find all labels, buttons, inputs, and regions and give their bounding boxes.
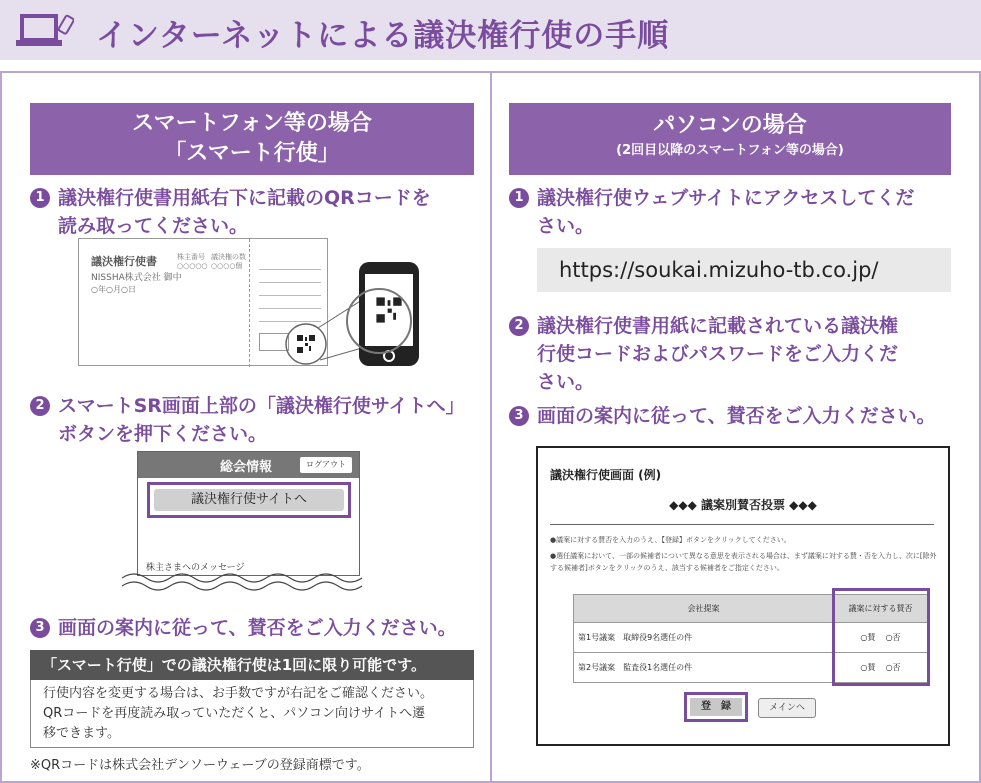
step-text: さい。: [537, 371, 595, 393]
wave-edge: [120, 570, 380, 592]
trademark-footnote: ※QRコードは株式会社デンソーウェーブの登録商標です。: [30, 758, 370, 773]
step-number: 2: [30, 396, 50, 416]
step-number: 1: [30, 188, 50, 208]
step-text: 行使コードおよびパスワードをご入力くだ: [537, 343, 899, 365]
right-step-3: [509, 402, 959, 430]
notice-text: 行使内容を変更する場合は、お手数ですが右記をご確認ください。: [43, 686, 434, 701]
card-value: ○○○○○: [177, 262, 208, 270]
logout-button[interactable]: ログアウト: [300, 457, 352, 473]
card-box: [259, 333, 289, 351]
approve-radio[interactable]: ○賛: [860, 663, 876, 672]
step-text: 議決権行使ウェブサイトにアクセスしてくだ: [537, 187, 915, 209]
step-text: ボタンを押下ください。: [58, 423, 268, 445]
pc-screen-subtitle: ◆◆◆ 議案別賛否投票 ◆◆◆: [669, 498, 817, 512]
column-header: 会社提案: [574, 595, 834, 623]
laptop-icon: [16, 14, 74, 48]
card-label: 株主番号: [177, 253, 205, 261]
notice-text: 移できます。: [43, 726, 120, 741]
mock-message: 株主さまへのメッセージ: [146, 563, 245, 573]
ballot-card-illustration: [78, 238, 328, 366]
step-text: 画面の案内に従って、賛否をご入力ください。: [58, 617, 457, 639]
register-button-label: 登 録: [690, 698, 742, 716]
right-step-2: [509, 312, 959, 396]
magnifier-circle: [344, 286, 414, 356]
card-fold-line: [249, 239, 250, 367]
approve-radio[interactable]: ○賛: [860, 633, 876, 642]
qr-code-icon: [296, 334, 316, 354]
proposal-label: 第1号議案 取締役9名選任の件: [574, 623, 834, 653]
step-number: 1: [509, 188, 529, 208]
card-value: ○○○○個: [211, 262, 243, 270]
card-company: NISSHA株式会社 御中: [91, 273, 182, 283]
card-votes: [211, 253, 246, 271]
step-text: スマートSR画面上部の「議決権行使サイトへ」: [58, 395, 465, 417]
page-header: [0, 0, 981, 60]
right-step-1: [509, 184, 959, 240]
left-step-2: [30, 392, 480, 448]
proposal-label: 第2号議案 監査役1名選任の件: [574, 653, 834, 683]
card-lines: [259, 269, 321, 334]
step-text: 画面の案内に従って、賛否をご入力ください。: [537, 405, 936, 427]
reject-radio[interactable]: ○否: [885, 633, 901, 642]
mock-title: 総会情報: [220, 460, 273, 475]
notice-text: QRコードを再度読み取っていただくと、パソコン向けサイトへ遷: [43, 706, 426, 721]
smartphone-ribbon: [30, 103, 474, 175]
step-number: 3: [30, 618, 50, 638]
voting-site-url[interactable]: https://soukai.mizuho-tb.co.jp/: [537, 248, 951, 292]
mock-title-bar: [138, 452, 359, 478]
left-step-3: [30, 614, 480, 642]
divider: [550, 524, 934, 525]
ribbon-title: スマートフォン等の場合: [132, 111, 372, 136]
card-title: 議決権行使書: [91, 255, 157, 268]
step-text: 議決権行使書用紙に記載されている議決権: [537, 315, 899, 337]
step-text: 議決権行使書用紙右下に記載のQRコードを: [58, 187, 431, 209]
card-shareholder-number: [177, 253, 208, 271]
step-number: 2: [509, 316, 529, 336]
pc-voting-screen-mock: [536, 446, 950, 746]
pc-ribbon: [509, 103, 951, 175]
instruction-text: ●議案に対する賛否を入力のうえ、【登録】ボタンをクリックしてください。: [550, 536, 791, 544]
page-title: インターネットによる議決権行使の手順: [96, 18, 670, 54]
instruction-text: ●選任議案において、一部の候補者について異なる意思を表示される場合は、まず議案に対する賛・否を入力し、次に[除外する候補者]ボタンをクリックのうえ、該当する候補者をご指定ください。: [550, 552, 937, 572]
step-text: さい。: [537, 215, 595, 237]
pc-screen-title: 議決権行使画面 (例): [550, 468, 662, 482]
ribbon-title: パソコンの場合: [653, 113, 807, 138]
ribbon-subtitle: (2回目以降のスマートフォン等の場合): [616, 143, 844, 158]
step-text: 読み取ってください。: [58, 215, 249, 237]
notice-heading: 「スマート行使」での議決権行使は1回に限り可能です。: [30, 650, 474, 680]
left-step-1: [30, 184, 480, 240]
notice-body: [30, 680, 474, 748]
column-header: 議案に対する賛否: [834, 595, 928, 623]
column-divider: [490, 71, 492, 783]
vote-column-highlight: [832, 588, 930, 686]
step-number: 3: [509, 406, 529, 426]
voting-site-button[interactable]: [147, 482, 351, 518]
ribbon-subtitle: 「スマート行使」: [164, 141, 340, 166]
voting-site-button-label: 議決権行使サイトへ: [154, 489, 344, 511]
card-label: 議決権の数: [211, 253, 246, 261]
reject-radio[interactable]: ○否: [885, 663, 901, 672]
register-button[interactable]: [684, 692, 748, 722]
card-date: ○年○月○日: [91, 285, 136, 294]
main-menu-button[interactable]: メインへ: [758, 698, 816, 718]
